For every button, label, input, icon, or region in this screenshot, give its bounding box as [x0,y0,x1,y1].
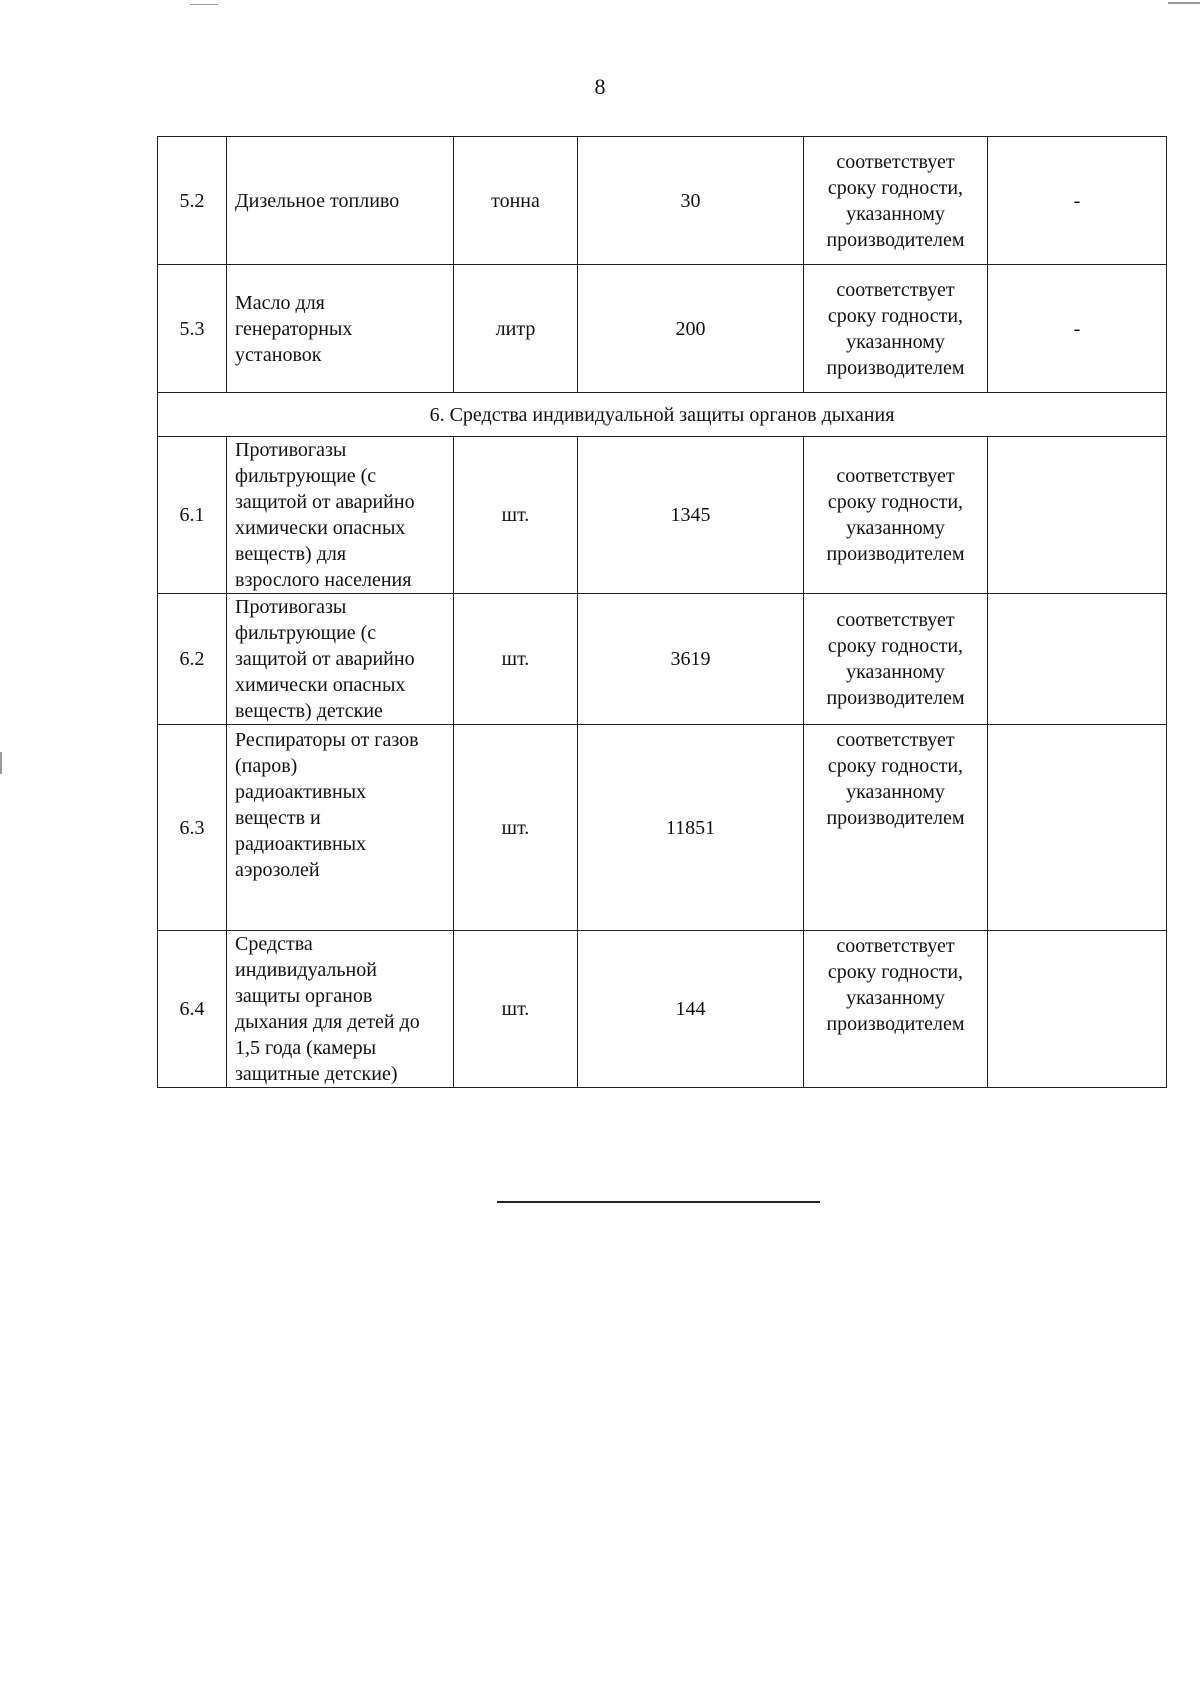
item-number: 6.2 [158,594,227,725]
item-quantity: 144 [578,931,804,1088]
item-name: Противогазы фильтрующие (с защитой от аварийно химически опасных веществ) для взрослого населения [227,437,454,594]
item-unit: тонна [454,137,578,265]
item-name: Противогазы фильтрующие (с защитой от аварийно химически опасных веществ) детские [227,594,454,725]
item-number: 6.3 [158,725,227,931]
end-of-document-rule [497,1201,820,1203]
table-row [158,437,1167,594]
table-row [158,594,1167,725]
item-unit: шт. [454,931,578,1088]
scan-mark-top-right [1168,2,1200,4]
item-number: 6.4 [158,931,227,1088]
inventory-table [157,136,1167,1088]
item-quantity: 3619 [578,594,804,725]
item-note [988,931,1167,1088]
item-shelf-life: соответствует сроку годности, указанному производителем [804,725,988,931]
item-number: 5.3 [158,265,227,393]
item-shelf-life: соответствует сроку годности, указанному производителем [804,437,988,594]
section-row [158,393,1167,437]
item-unit: шт. [454,594,578,725]
item-shelf-life: соответствует сроку годности, указанному производителем [804,931,988,1088]
item-name: Средства индивидуальной защиты органов дыхания для детей до 1,5 года (камеры защитные детские) [227,931,454,1088]
item-name: Масло для генераторных установок [227,265,454,393]
item-unit: шт. [454,437,578,594]
scan-mark-left-edge [0,752,2,774]
item-shelf-life: соответствует сроку годности, указанному производителем [804,265,988,393]
table-row [158,137,1167,265]
item-quantity: 200 [578,265,804,393]
item-name: Дизельное топливо [227,137,454,265]
item-shelf-life: соответствует сроку годности, указанному производителем [804,137,988,265]
section-title: 6. Средства индивидуальной защиты органов дыхания [158,393,1167,437]
item-number: 5.2 [158,137,227,265]
item-unit: литр [454,265,578,393]
item-note [988,594,1167,725]
page-number: 8 [594,74,606,99]
item-name: Респираторы от газов (паров) радиоактивных веществ и радиоактивных аэрозолей [227,725,454,931]
item-note [988,437,1167,594]
item-note: - [988,137,1167,265]
item-shelf-life: соответствует сроку годности, указанному производителем [804,594,988,725]
item-note: - [988,265,1167,393]
item-quantity: 1345 [578,437,804,594]
item-note [988,725,1167,931]
item-number: 6.1 [158,437,227,594]
table-row [158,725,1167,931]
scan-mark-top-left [190,4,218,5]
item-unit: шт. [454,725,578,931]
item-quantity: 30 [578,137,804,265]
table-row [158,265,1167,393]
item-quantity: 11851 [578,725,804,931]
table-row [158,931,1167,1088]
